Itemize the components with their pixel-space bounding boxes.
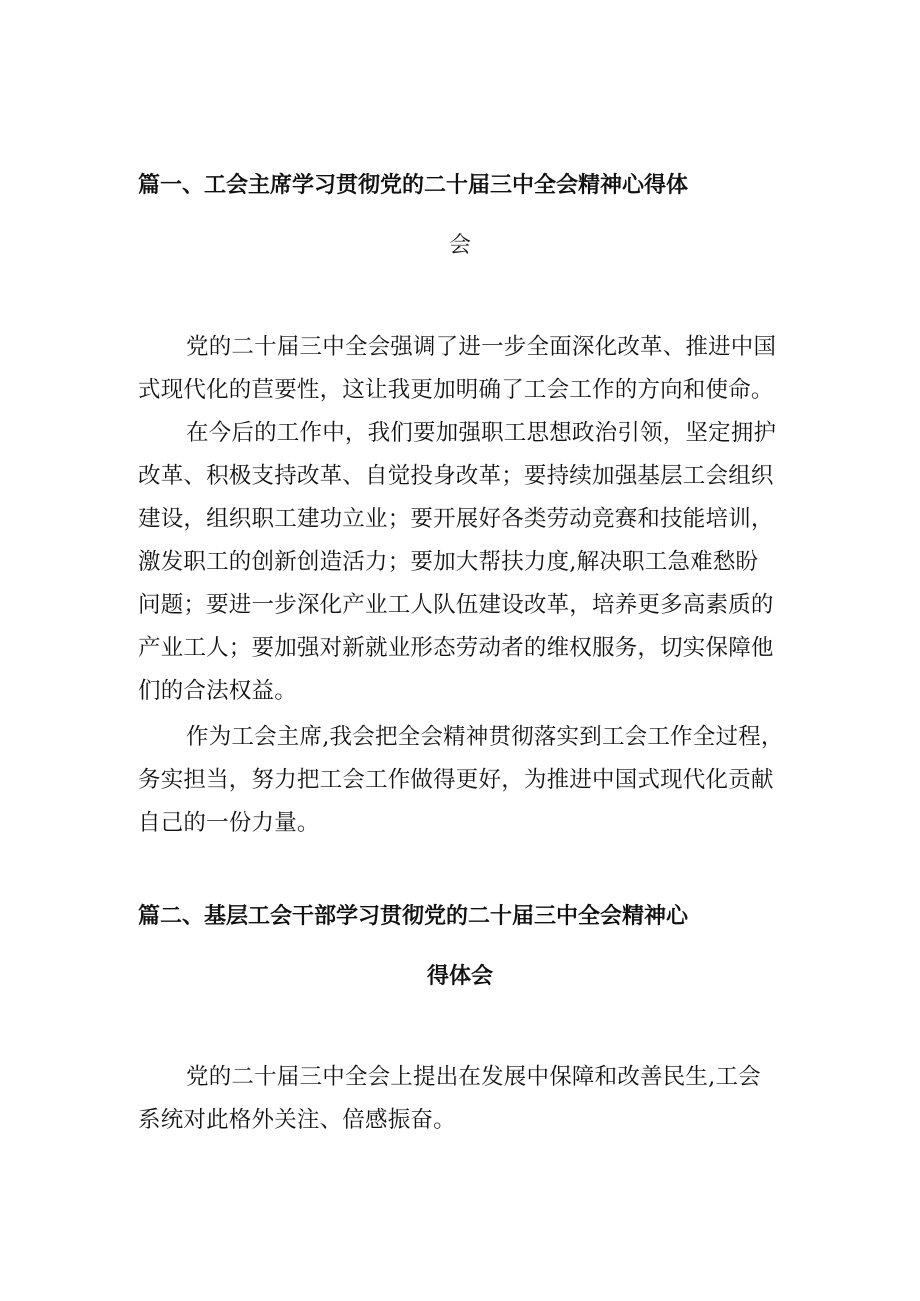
s1-p2-line-3: 建设，组织职工建功立业；要开展好各类劳动竞赛和技能培训， — [138, 506, 774, 532]
s1-p3-line-2: 务实担当，努力把工会工作做得更好，为推进中国式现代化贡献 — [138, 767, 774, 793]
s1-p2-line-7: 们的合法权益。 — [138, 678, 297, 704]
s1-p3-line-3: 自己的一份力量。 — [138, 810, 320, 836]
s1-p1-line-2: 式现代化的苣要性，这让我更加明确了工会工作的方向和使命。 — [138, 377, 774, 403]
section-2-title-line-2: 得体会 — [426, 964, 493, 989]
section-2-title-line-1: 篇二、基层工会干部学习贯彻党的二十届三中全会精神心 — [138, 904, 689, 929]
s1-p2-line-4: 激发职工的创新创造活力；要加大帮扶力度,解决职工急难愁盼 — [138, 549, 759, 575]
section-1-title-line-1: 篇一、工会主席学习贯彻党的二十届三中全会精神心得体 — [138, 173, 689, 198]
s1-p2-line-2: 改革、积极支持改革、自觉投身改革；要持续加强基层工会组织 — [138, 463, 774, 489]
s1-p1-line-1: 党的二十届三中全会强调了进一步全面深化改革、推进中国 — [186, 334, 777, 360]
s1-p2-line-6: 产业工人；要加强对新就业形态劳动者的维权服务，切实保障他 — [138, 635, 774, 661]
section-1-title-line-2: 会 — [448, 233, 471, 258]
s1-p3-line-1: 作为工会主席,我会把全会精神贯彻落实到工会工作全过程， — [186, 724, 784, 750]
s1-p2-line-1: 在今后的工作中，我们要加强职工思想政治引领，坚定拥护 — [186, 420, 777, 446]
s2-p1-line-2: 系统对此格外关注、倍感振奋。 — [138, 1107, 456, 1133]
s2-p1-line-1: 党的二十届三中全会上提出在发展中保障和改善民生,工会 — [186, 1064, 761, 1090]
s1-p2-line-5: 问题；要进一步深化产业工人队伍建设改革，培养更多高素质的 — [138, 592, 774, 618]
